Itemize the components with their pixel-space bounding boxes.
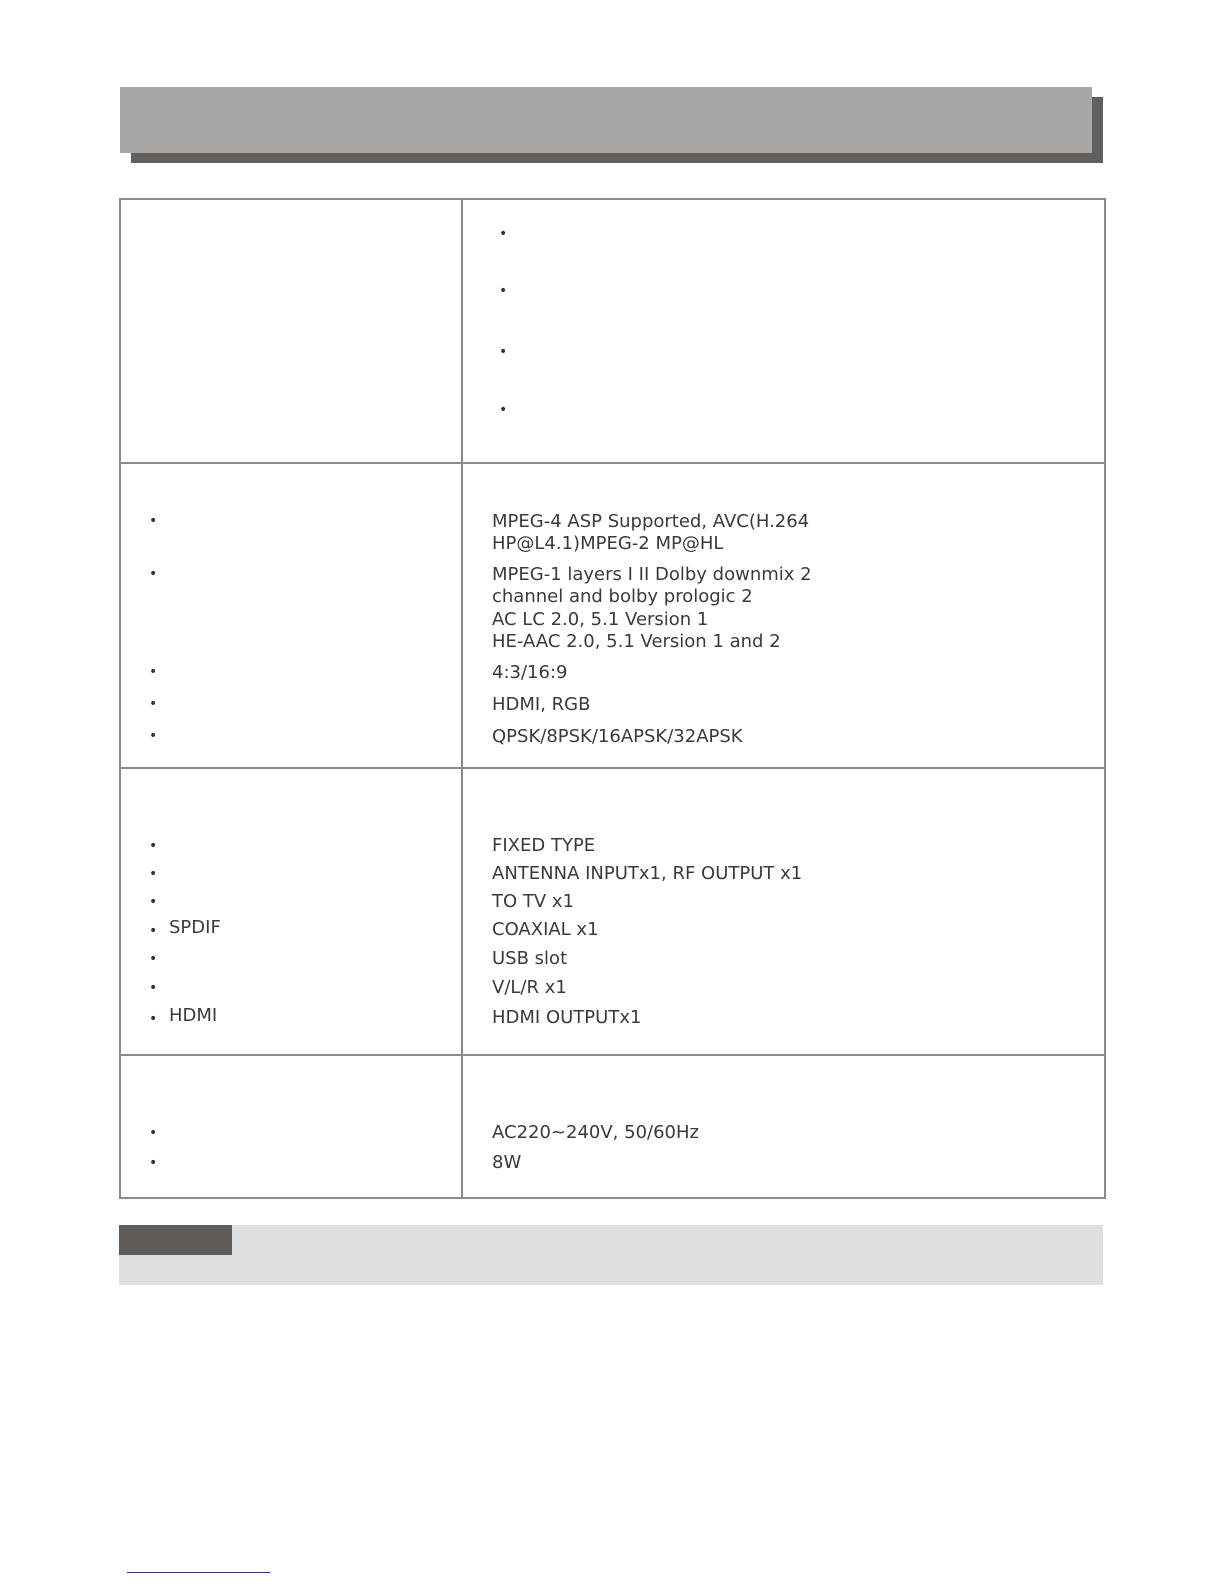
- io-value: ANTENNA INPUTx1, RF OUTPUT x1: [492, 863, 803, 884]
- hdmi-label: HDMI: [169, 1005, 218, 1026]
- spdif-label: SPDIF: [169, 917, 221, 938]
- bullet-dot-icon: •: [149, 513, 158, 529]
- audio-decoder-value-4: HE-AAC 2.0, 5.1 Version 1 and 2: [492, 631, 781, 652]
- bullet-dot-icon: •: [149, 980, 158, 996]
- bullet-dot-icon: •: [149, 1011, 158, 1027]
- row-content-cell: [462, 199, 1105, 463]
- power-consumption-value: 8W: [492, 1152, 522, 1173]
- row-heading-cell: [120, 199, 462, 463]
- spec-row-power: [120, 1055, 1105, 1198]
- note-tab: [119, 1225, 232, 1255]
- bullet-dot-icon: •: [499, 283, 508, 299]
- bullet-dot-icon: •: [149, 728, 158, 744]
- io-value: V/L/R x1: [492, 977, 567, 998]
- bullet-dot-icon: •: [499, 226, 508, 242]
- bullet-dot-icon: •: [499, 344, 508, 360]
- video-decoder-value-line2: HP@L4.1)MPEG-2 MP@HL: [492, 533, 724, 554]
- io-value: COAXIAL x1: [492, 919, 599, 940]
- spec-row-video-audio: [120, 463, 1105, 768]
- io-value: USB slot: [492, 948, 568, 969]
- bullet-dot-icon: •: [149, 866, 158, 882]
- row-cells: [120, 1055, 1105, 1198]
- io-value: HDMI OUTPUTx1: [492, 1007, 642, 1028]
- audio-decoder-value-2: channel and bolby prologic 2: [492, 586, 753, 607]
- bullet-dot-icon: •: [149, 951, 158, 967]
- power-supply-value: AC220~240V, 50/60Hz: [492, 1122, 699, 1143]
- io-value: FIXED TYPE: [492, 835, 596, 856]
- row-cells: [120, 463, 1105, 768]
- bullet-dot-icon: •: [149, 838, 158, 854]
- bullet-dot-icon: •: [149, 923, 158, 939]
- row-cells: [120, 768, 1105, 1055]
- modulation-value: QPSK/8PSK/16APSK/32APSK: [492, 726, 743, 747]
- header-banner: [120, 87, 1092, 153]
- bullet-dot-icon: •: [499, 402, 508, 418]
- audio-decoder-value-3: AC LC 2.0, 5.1 Version 1: [492, 609, 709, 630]
- io-value: TO TV x1: [492, 891, 575, 912]
- spec-table: [119, 198, 1106, 1199]
- video-output-value: HDMI, RGB: [492, 694, 591, 715]
- bullet-dot-icon: •: [149, 696, 158, 712]
- spec-row-general: [120, 199, 1105, 463]
- video-decoder-value: MPEG-4 ASP Supported, AVC(H.264: [492, 511, 810, 532]
- bullet-dot-icon: •: [149, 566, 158, 582]
- spec-row-io: [120, 768, 1105, 1055]
- note-bar: [119, 1225, 1103, 1285]
- audio-decoder-value-1: MPEG-1 layers I II Dolby downmix 2: [492, 564, 812, 585]
- aspect-ratio-value: 4:3/16:9: [492, 662, 568, 683]
- bullet-dot-icon: •: [149, 1155, 158, 1171]
- bullet-dot-icon: •: [149, 1125, 158, 1141]
- footnote-rule: [127, 1572, 270, 1573]
- bullet-dot-icon: •: [149, 894, 158, 910]
- bullet-dot-icon: •: [149, 664, 158, 680]
